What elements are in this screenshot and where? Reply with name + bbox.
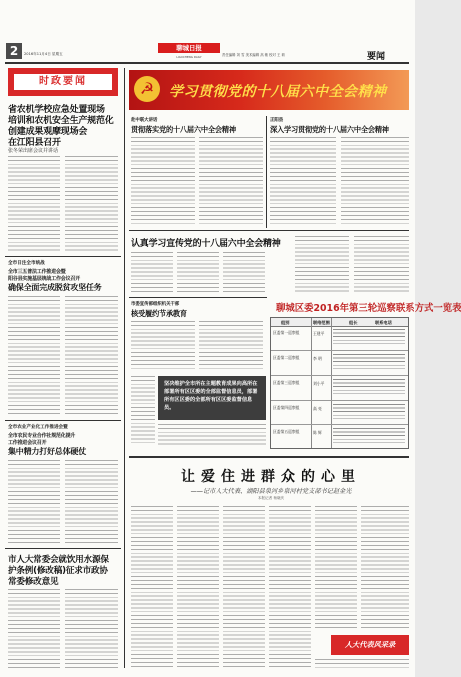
- story-divider: [129, 230, 409, 231]
- article-body: [65, 460, 118, 544]
- article-body: [8, 589, 60, 671]
- feature-headline[interactable]: 让爱住进群众的心里: [181, 469, 361, 485]
- article-body: [199, 137, 263, 225]
- sidebar-headline[interactable]: 阳谷县实施基层统战工作会议召开: [8, 276, 81, 282]
- sidebar-headline[interactable]: 全市三五普法工作推进会暨: [8, 269, 66, 275]
- table-cell: 区委第三巡察组: [273, 380, 300, 385]
- article-body: [199, 321, 263, 371]
- column-divider: [124, 68, 125, 668]
- article-body: [270, 137, 336, 225]
- article-body: [131, 137, 195, 225]
- paper-subtitle: LIAOCHENG DAILY: [176, 55, 202, 59]
- article-body: [8, 460, 60, 544]
- feature-byline: 本报记者 杨晓庆: [257, 496, 285, 500]
- table-cell: 区委第五巡察组: [273, 429, 300, 434]
- article-body: [131, 321, 195, 371]
- table-cell: 区委第一巡察组: [273, 330, 300, 335]
- article-body: [131, 376, 155, 446]
- sidebar-headline[interactable]: 培训和农机安全生产规范化: [8, 116, 114, 126]
- article-body: [361, 506, 409, 630]
- article-body: [223, 252, 265, 294]
- article-body: [65, 156, 118, 252]
- article-body: [131, 506, 173, 670]
- sidebar-banner: [8, 68, 118, 96]
- sidebar-headline[interactable]: 创建成果观摩现场会: [8, 127, 88, 137]
- party-emblem-icon: ☭: [134, 76, 160, 102]
- story-headline[interactable]: 深入学习贯彻党的十八届六中全会精神: [270, 125, 389, 134]
- edition-info: 责任编辑 刘 雪 美术编辑 高 敏 校对 王 莉: [222, 53, 285, 57]
- table-cell: 高 亮: [313, 406, 322, 411]
- masthead-rule: [5, 62, 409, 64]
- story-headline[interactable]: 认真学习宣传党的十八届六中全会精神: [131, 239, 281, 249]
- table-cell: 李 明: [313, 356, 322, 361]
- column-divider: [266, 116, 267, 228]
- article-body: [223, 506, 265, 670]
- table-header-cell: 联络范围: [313, 320, 330, 325]
- callout-box: 坚决维护全市所在主题教育成果向高所在部署所有区区委的全部监督信息员，部署所有区区委的全部所有区区委监督信息员。: [158, 376, 266, 420]
- table-header-cell: 联系电话: [375, 320, 392, 325]
- article-body: [341, 137, 409, 225]
- table-cell-text: [333, 404, 405, 421]
- article-body: [315, 506, 357, 630]
- story-divider: [5, 548, 121, 549]
- table-row: [271, 376, 408, 401]
- sidebar-headline[interactable]: 工作推进会议召开: [8, 440, 47, 446]
- table-cell: 王建平: [313, 331, 325, 336]
- masthead: [0, 0, 415, 64]
- article-body: [295, 236, 349, 294]
- table-cell-text: [333, 428, 405, 445]
- story-kicker: 赴中联大讲话: [131, 118, 158, 123]
- sidebar-subhead[interactable]: 确保全面完成脱贫攻坚任务: [8, 283, 102, 292]
- article-body: [8, 296, 60, 416]
- article-body: [315, 659, 409, 670]
- article-body: [8, 156, 60, 252]
- table-header-cell: 组长: [349, 320, 358, 325]
- table-cell: 区委第二巡察组: [273, 355, 300, 360]
- table-cell: 陈 辉: [313, 430, 322, 435]
- article-body: [354, 236, 409, 294]
- table-title: 聊城区委2016年第三轮巡察联系方式一览表: [276, 303, 461, 314]
- table-cell-text: [333, 329, 405, 347]
- story-divider: [5, 420, 121, 421]
- table-header-cell: 组别: [281, 320, 290, 325]
- dateline: 2016年11月4日 星期五: [24, 52, 63, 56]
- table-row: [271, 425, 408, 448]
- article-body: [65, 296, 118, 416]
- paper-logo: 聊城日报: [158, 43, 220, 53]
- table-cell-text: [333, 354, 405, 372]
- sidebar-headline[interactable]: 护条例(修改稿)征求市政协: [8, 566, 108, 576]
- table-cell: 区委第四巡察组: [273, 405, 300, 410]
- story-divider: [5, 256, 121, 257]
- page-number: 2: [6, 43, 22, 59]
- theme-banner: [129, 70, 409, 110]
- sidebar-headline[interactable]: 在江阳县召开: [8, 138, 61, 148]
- sidebar-banner-label: 时政要闻: [14, 74, 112, 90]
- sidebar-subhead[interactable]: 集中精力打好总体硬仗: [8, 447, 86, 456]
- sidebar-kicker: 全市农业产业化工作推进会暨: [8, 425, 68, 430]
- story-divider: [129, 297, 267, 298]
- sidebar-subhead: 张冬荣出席会议并讲话: [8, 148, 59, 154]
- article-body: [269, 506, 311, 670]
- article-body: [177, 506, 219, 670]
- news-sidebar: [5, 68, 121, 675]
- story-kicker: 市委宣传部组织机关干部: [131, 302, 180, 307]
- table-cell-text: [333, 379, 405, 397]
- table-row: [271, 401, 408, 425]
- table-cell: 刘小平: [313, 381, 325, 386]
- story-headline[interactable]: 核受履约节承教育: [131, 309, 187, 318]
- sidebar-headline[interactable]: 省农机学校应急处置现场: [8, 105, 105, 115]
- column-badge: 人大代表风采录: [331, 635, 409, 655]
- story-kicker: 正阳县: [270, 118, 284, 123]
- table-row: [271, 326, 408, 351]
- feature-subtitle: ——记市人大代表、湖阳县泉河乡泉河村党支部书记赵金光: [190, 488, 352, 495]
- story-headline[interactable]: 贯彻落实党的十八届六中全会精神: [131, 125, 236, 134]
- contact-table: [270, 317, 409, 449]
- section-name: 要闻: [367, 52, 386, 62]
- sidebar-headline[interactable]: 市人大常委会就饮用水源保: [8, 555, 109, 565]
- article-body: [131, 252, 173, 294]
- sidebar-headline[interactable]: 全市农民专业合作社规范化提升: [8, 433, 76, 439]
- table-row: [271, 351, 408, 376]
- theme-banner-title: 学习贯彻党的十八届六中全会精神: [169, 84, 387, 100]
- sidebar-kicker: 全市日注全市统战: [8, 261, 45, 266]
- article-body: [158, 424, 266, 446]
- sidebar-headline[interactable]: 常委修改意见: [8, 577, 59, 587]
- article-body: [65, 589, 118, 671]
- section-divider: [129, 456, 409, 458]
- article-body: [177, 252, 219, 294]
